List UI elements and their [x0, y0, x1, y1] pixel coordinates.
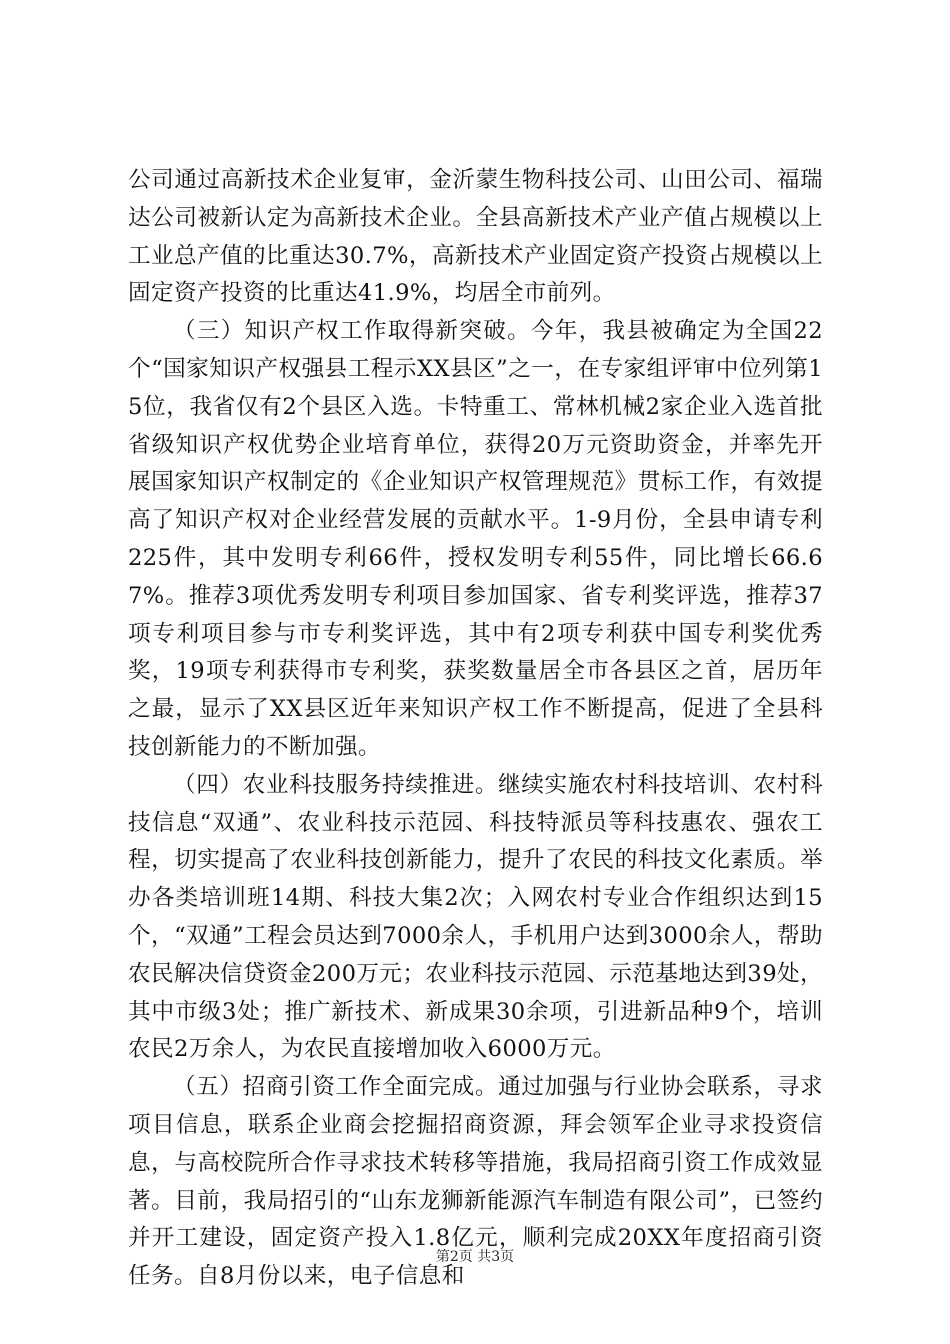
page-footer: 第2页 共3页	[435, 1249, 515, 1265]
paragraph-investment: （五）招商引资工作全面完成。通过加强与行业协会联系，寻求项目信息，联系企业商会挖掘招商资源，拜会领军企业寻求投资信息，与高校院所合作寻求技术转移等措施，我局招商引资工作成效显著。目前，我局招引的“山东龙狮新能源汽车制造有限公司”，已签约并开工建设，固定资产投入1.8亿元，顺利完成20XX年度招商引资任务。自8月份以来，电子信息和	[128, 1074, 823, 1290]
paragraph-intellectual-property: （三）知识产权工作取得新突破。今年，我县被确定为全国22个“国家知识产权强县工程示XX县区”之一，在专家组评审中位列第15位，我省仅有2个县区入选。卡特重工、常林机械2家企业入选首批省级知识产权优势企业培育单位，获得20万元资助资金，并率先开展国家知识产权制定的《企业知识产权管理规范》贯标工作，有效提高了知识产权对企业经营发展的贡献水平。1-9月份，全县申请专利225件，其中发明专利66件，授权发明专利55件，同比增长66.67%。推荐3项优秀发明专利项目参加国家、省专利奖评选，推荐37项专利项目参与市专利奖评选，其中有2项专利获中国专利奖优秀奖，19项专利获得市专利奖，获奖数量居全市各县区之首，居历年之最，显示了XX县区近年来知识产权工作不断提高，促进了全县科技创新能力的不断加强。	[128, 318, 823, 760]
paragraph-continuation: 公司通过高新技术企业复审，金沂蒙生物科技公司、山田公司、福瑞达公司被新认定为高新技术企业。全县高新技术产业产值占规模以上工业总产值的比重达30.7%，高新技术产业固定资产投资占规模以上固定资产投资的比重达41.9%，均居全市前列。	[128, 167, 823, 307]
paragraph-agricultural-tech: （四）农业科技服务持续推进。继续实施农村科技培训、农村科技信息“双通”、农业科技示范园、科技特派员等科技惠农、强农工程，切实提高了农业科技创新能力，提升了农民的科技文化素质。举办各类培训班14期、科技大集2次；入网农村专业合作组织达到15个，“双通”工程会员达到7000余人，手机用户达到3000余人，帮助农民解决信贷资金200万元；农业科技示范园、示范基地达到39处，其中市级3处；推广新技术、新成果30余项，引进新品种9个，培训农民2万余人，为农民直接增加收入6000万元。	[128, 771, 823, 1063]
document-body	[128, 162, 823, 1296]
